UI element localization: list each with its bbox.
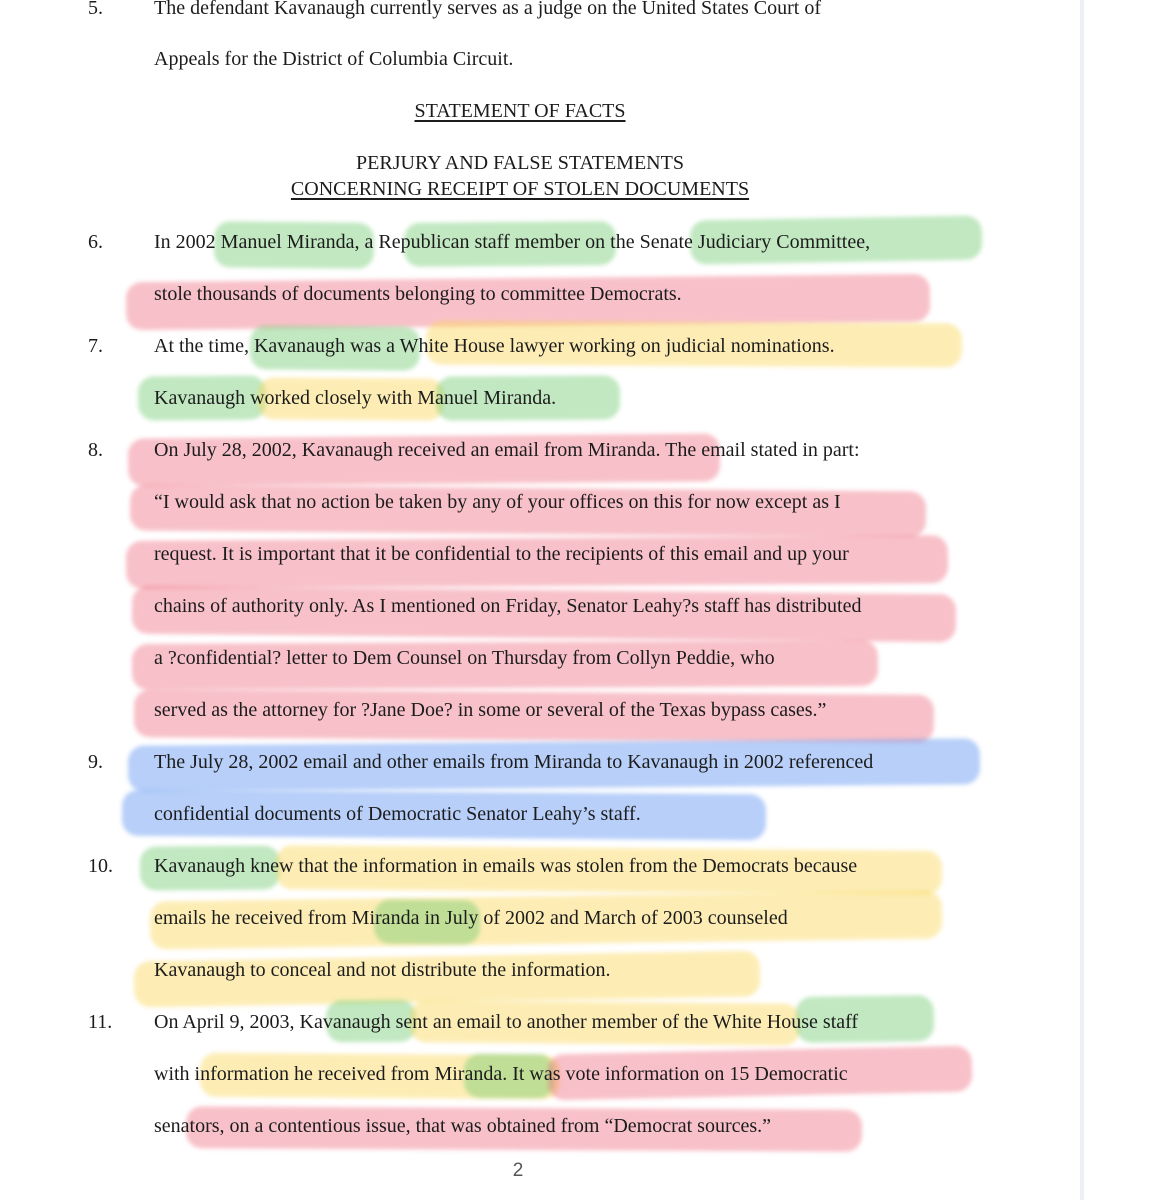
paragraph-10-line: Kavanaugh knew that the information in emails was stolen from the Democrats because [154, 855, 858, 877]
section-heading-line-1: PERJURY AND FALSE STATEMENTS [356, 152, 684, 174]
paragraph-9-line: The July 28, 2002 email and other emails from Miranda to Kavanaugh in 2002 referenced [154, 751, 874, 773]
page-number: 2 [512, 1160, 524, 1181]
paragraph-11-number: 11. [88, 1011, 113, 1033]
paragraph-6-number: 6. [88, 231, 103, 253]
paragraph-8-line: chains of authority only. As I mentioned on Friday, Senator Leahy?s staff has distributed [154, 595, 862, 617]
paragraph-10-number: 10. [88, 855, 113, 877]
paragraph-8-number: 8. [88, 439, 103, 461]
paragraph-6-line: stole thousands of documents belonging to committee Democrats. [154, 283, 682, 305]
paragraph-10-line: emails he received from Miranda in July of 2002 and March of 2003 counseled [154, 907, 788, 929]
statement-of-facts-text: STATEMENT OF FACTS [414, 100, 626, 122]
paragraph-9-number: 9. [88, 751, 103, 773]
paragraph-5-line: Appeals for the District of Columbia Circuit. [154, 48, 514, 70]
paragraph-8-line: request. It is important that it be confidential to the recipients of this email and up your [154, 543, 849, 565]
section-heading-line-2 [0, 177, 1040, 201]
paragraph-11-line: senators, on a contentious issue, that was obtained from “Democrat sources.” [154, 1115, 772, 1137]
paragraph-7-line: Kavanaugh worked closely with Manuel Miranda. [154, 387, 557, 409]
paragraph-8-line: “I would ask that no action be taken by any of your offices on this for now except as I [154, 491, 841, 513]
section-heading-line-2-text: CONCERNING RECEIPT OF STOLEN DOCUMENTS [290, 178, 750, 200]
paragraph-5-number: 5. [88, 0, 103, 19]
statement-of-facts-heading [0, 99, 1040, 123]
paragraph-11-line: On April 9, 2003, Kavanaugh sent an email to another member of the White House staff [154, 1011, 859, 1033]
paragraph-6-line: In 2002 Manuel Miranda, a Republican staff member on the Senate Judiciary Committee, [154, 231, 871, 253]
page-margin [1084, 0, 1155, 1200]
paragraph-9-line: confidential documents of Democratic Senator Leahy’s staff. [154, 803, 641, 825]
paragraph-8-line: On July 28, 2002, Kavanaugh received an email from Miranda. The email stated in part: [154, 439, 860, 461]
paragraph-8-line: served as the attorney for ?Jane Doe? in some or several of the Texas bypass cases.” [154, 699, 827, 721]
paragraph-8-line: a ?confidential? letter to Dem Counsel on Thursday from Collyn Peddie, who [154, 647, 775, 669]
paragraph-7-line: At the time, Kavanaugh was a White House lawyer working on judicial nominations. [154, 335, 835, 357]
paragraph-5-line: The defendant Kavanaugh currently serves as a judge on the United States Court of [154, 0, 822, 19]
paragraph-10-line: Kavanaugh to conceal and not distribute the information. [154, 959, 611, 981]
paragraph-7-number: 7. [88, 335, 103, 357]
paragraph-11-line: with information he received from Miranda. It was vote information on 15 Democratic [154, 1063, 848, 1085]
